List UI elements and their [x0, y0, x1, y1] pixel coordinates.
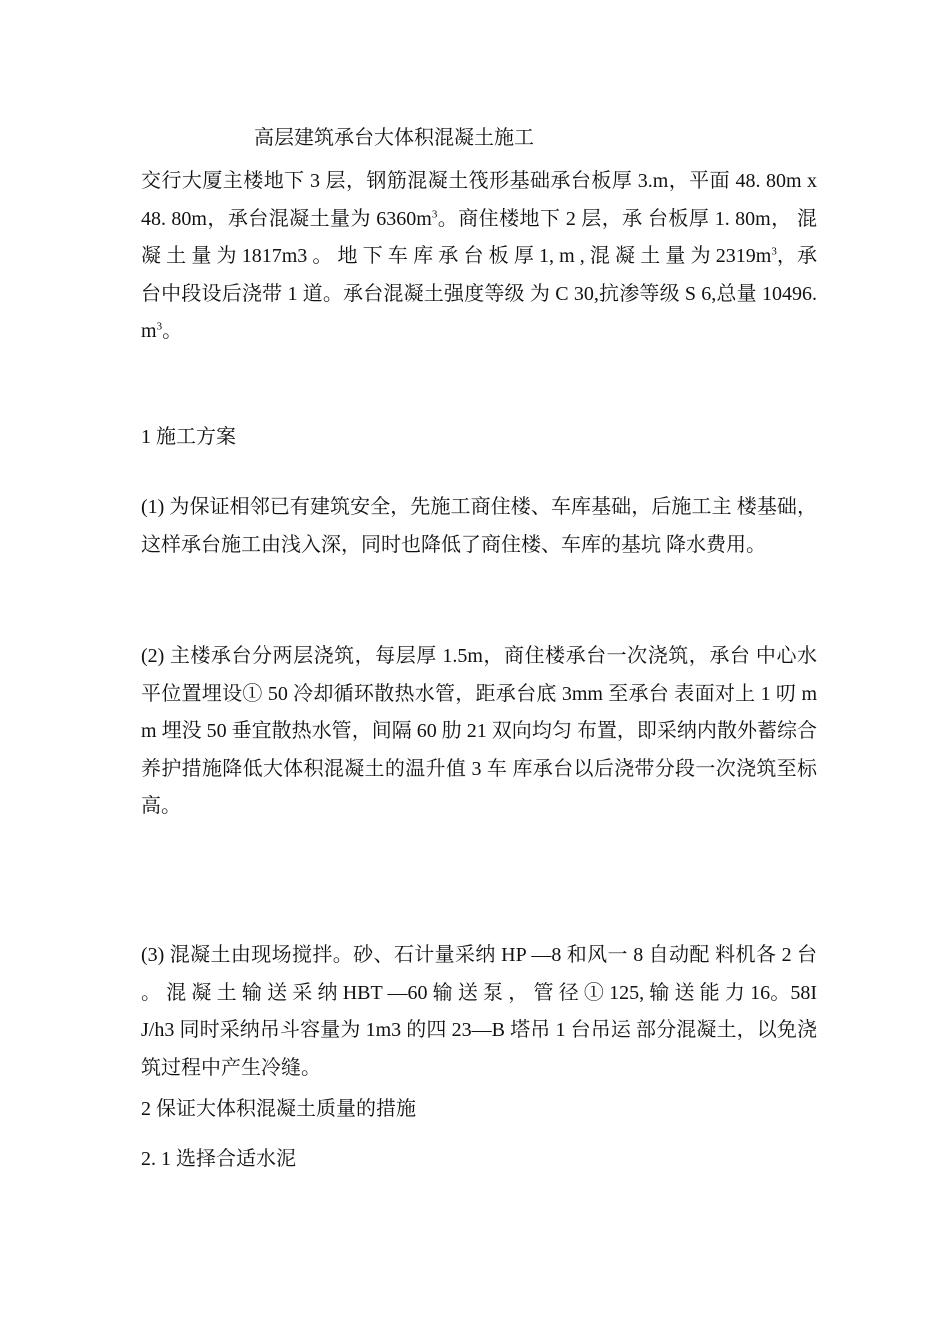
superscript-cubic: 3	[431, 207, 438, 220]
section-heading-2: 2 保证大体积混凝土质量的措施	[141, 1098, 416, 1120]
superscript-cubic: 3	[156, 320, 163, 333]
paragraph-2: (2) 主楼承台分两层浇筑，每层厚 1.5m，商住楼承台一次浇筑，承台 中心水平位置埋设① 50 冷却循环散热水管，距承台底 3mm 至承台 表面对上 1 叨 mm 埋没 50 垂宜散热水管，间隔 60 肋 21 双向均匀 布置，即采纳内散外蓄综合养护措施降低大体积混凝土的温升值 3 车 库承台以后浇带分段一次浇筑至标高。	[141, 645, 817, 817]
intro-text-c: ，承台中段设后浇带 1 道。承台混凝土强度等级 为 C 30,抗渗等级 S 6,总量 10496.m	[141, 245, 818, 342]
paragraph-1: (1) 为保证相邻已有建筑安全，先施工商住楼、车库基础，后施工主 楼基础，这样承台施工由浅入深，同时也降低了商住楼、车库的基坑 降水费用。	[141, 496, 817, 556]
superscript-cubic: 3	[771, 245, 777, 258]
intro-text-b: 。商住楼地下 2 层，承 台板厚 1. 80m， 混 凝 土 量 为 1817m3 。 地 下 车 库 承 台 板 厚 1, m , 混 凝 土 量 为 2319m	[141, 207, 817, 267]
intro-text-a: 交行大厦主楼地下 3 层，钢筋混凝土筏形基础承台板厚 3.m，平面 48. 80m x 48. 80m，承台混凝土量为 6360m	[141, 170, 817, 230]
section-heading-1: 1 施工方案	[141, 426, 236, 448]
paragraph-3: (3) 混凝土由现场搅拌。砂、石计量采纳 HP —8 和风一 8 自动配 料机各 2 台 。 混 凝 土 输 送 采 纳 HBT —60 输 送 泵 ， 管 径 ① 125, 输 送 能 力 16。58IJ/h3 同时采纳吊斗容量为 1m3 的四 23—B 塔吊 1 台吊运 部分混凝土，以免浇筑过程中产生冷缝。	[141, 944, 817, 1079]
intro-text-d: 。	[162, 320, 183, 342]
intro-paragraph	[141, 163, 817, 351]
subsection-heading-2-1: 2. 1 选择合适水泥	[141, 1148, 296, 1170]
document-title: 高层建筑承台大体积混凝土施工	[254, 127, 534, 149]
